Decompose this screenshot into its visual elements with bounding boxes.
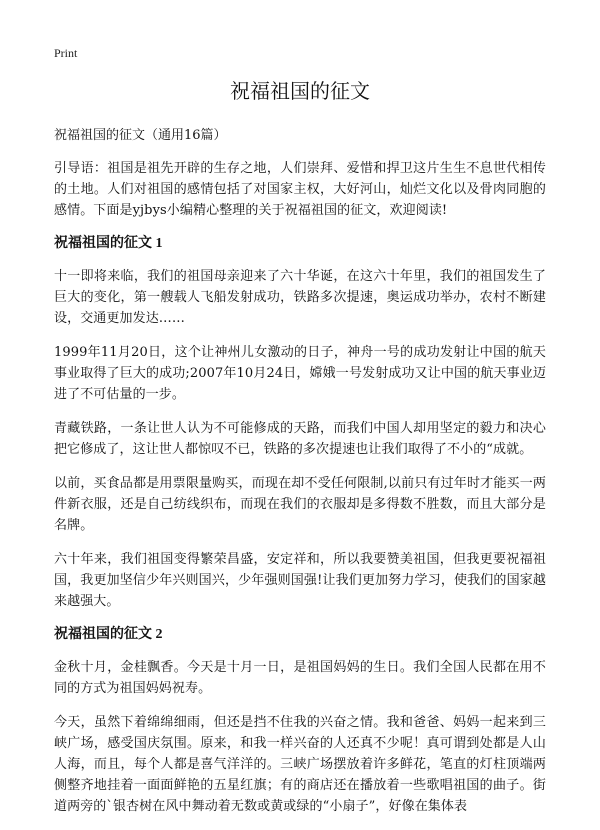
paragraph: 今天，虽然下着绵绵细雨，但还是挡不住我的兴奋之情。我和爸爸、妈妈一起来到三峡广场，感受国庆氛围。原来，和我一样兴奋的人还真不少呢！真可谓到处都是人山人海，而且，每个人都是喜气洋洋的。三峡广场摆放着许多鲜花，笔直的灯柱顶端两侧整齐地挂着一面面鲜艳的五星红旗；有的商店还在播放着一些歌唱祖国的曲子。街道两旁的`银杏树在风中舞动着无数或黄或绿的“小扇子”，好像在集体表 [54,715,546,814]
document-subtitle: 祝福祖国的征文（通用16篇） [54,128,227,143]
paragraph: 十一即将来临，我们的祖国母亲迎来了六十华诞，在这六十年里，我们的祖国发生了巨大的变化，第一艘载人飞船发射成功，铁路多次提速，奥运成功举办，农村不断建设，交通更加发达…… [54,269,546,326]
paragraph: 1999年11月20日，这个让神州儿女激动的日子，神舟一号的成功发射让中国的航天事业取得了巨大的成功;2007年10月24日，嫦娥一号发射成功又让中国的航天事业迈进了不可估量的一步。 [54,345,546,402]
page-title: 祝福祖国的征文 [230,79,370,103]
paragraph: 六十年来，我们祖国变得繁荣昌盛，安定祥和，所以我要赞美祖国，但我更要祝福祖国，我更加坚信少年兴则国兴，少年强则国强!让我们更加努力学习，使我们的国家越来越强大。 [54,552,546,609]
intro-paragraph: 引导语：祖国是祖先开辟的生存之地，人们崇拜、爱惜和捍卫这片生生不息世代相传的土地。人们对祖国的感情包括了对国家主权，大好河山，灿烂文化以及骨肉同胞的感情。下面是yjbys小编精心整理的关于祝福祖国的征文，欢迎阅读! [54,161,546,218]
paragraph: 金秋十月，金桂飘香。今天是十月一日，是祖国妈妈的生日。我们全国人民都在用不同的方式为祖国妈妈祝寿。 [54,660,546,696]
section-heading: 祝福祖国的征文 1 [54,236,163,251]
print-link[interactable]: Print [54,46,78,60]
document-body [54,78,546,830]
section-heading: 祝福祖国的征文 2 [54,627,163,642]
paragraph: 以前，买食品都是用票限量购买，而现在却不受任何限制,以前只有过年时才能买一两件新衣服，还是自己纺线织布，而现在我们的衣服却是多得数不胜数，而且大部分是名牌。 [54,476,546,533]
paragraph: 青藏铁路，一条让世人认为不可能修成的天路，而我们中国人却用坚定的毅力和决心把它修成了，这让世人都惊叹不已，铁路的多次提速也让我们取得了不小的“成就。 [54,421,546,457]
